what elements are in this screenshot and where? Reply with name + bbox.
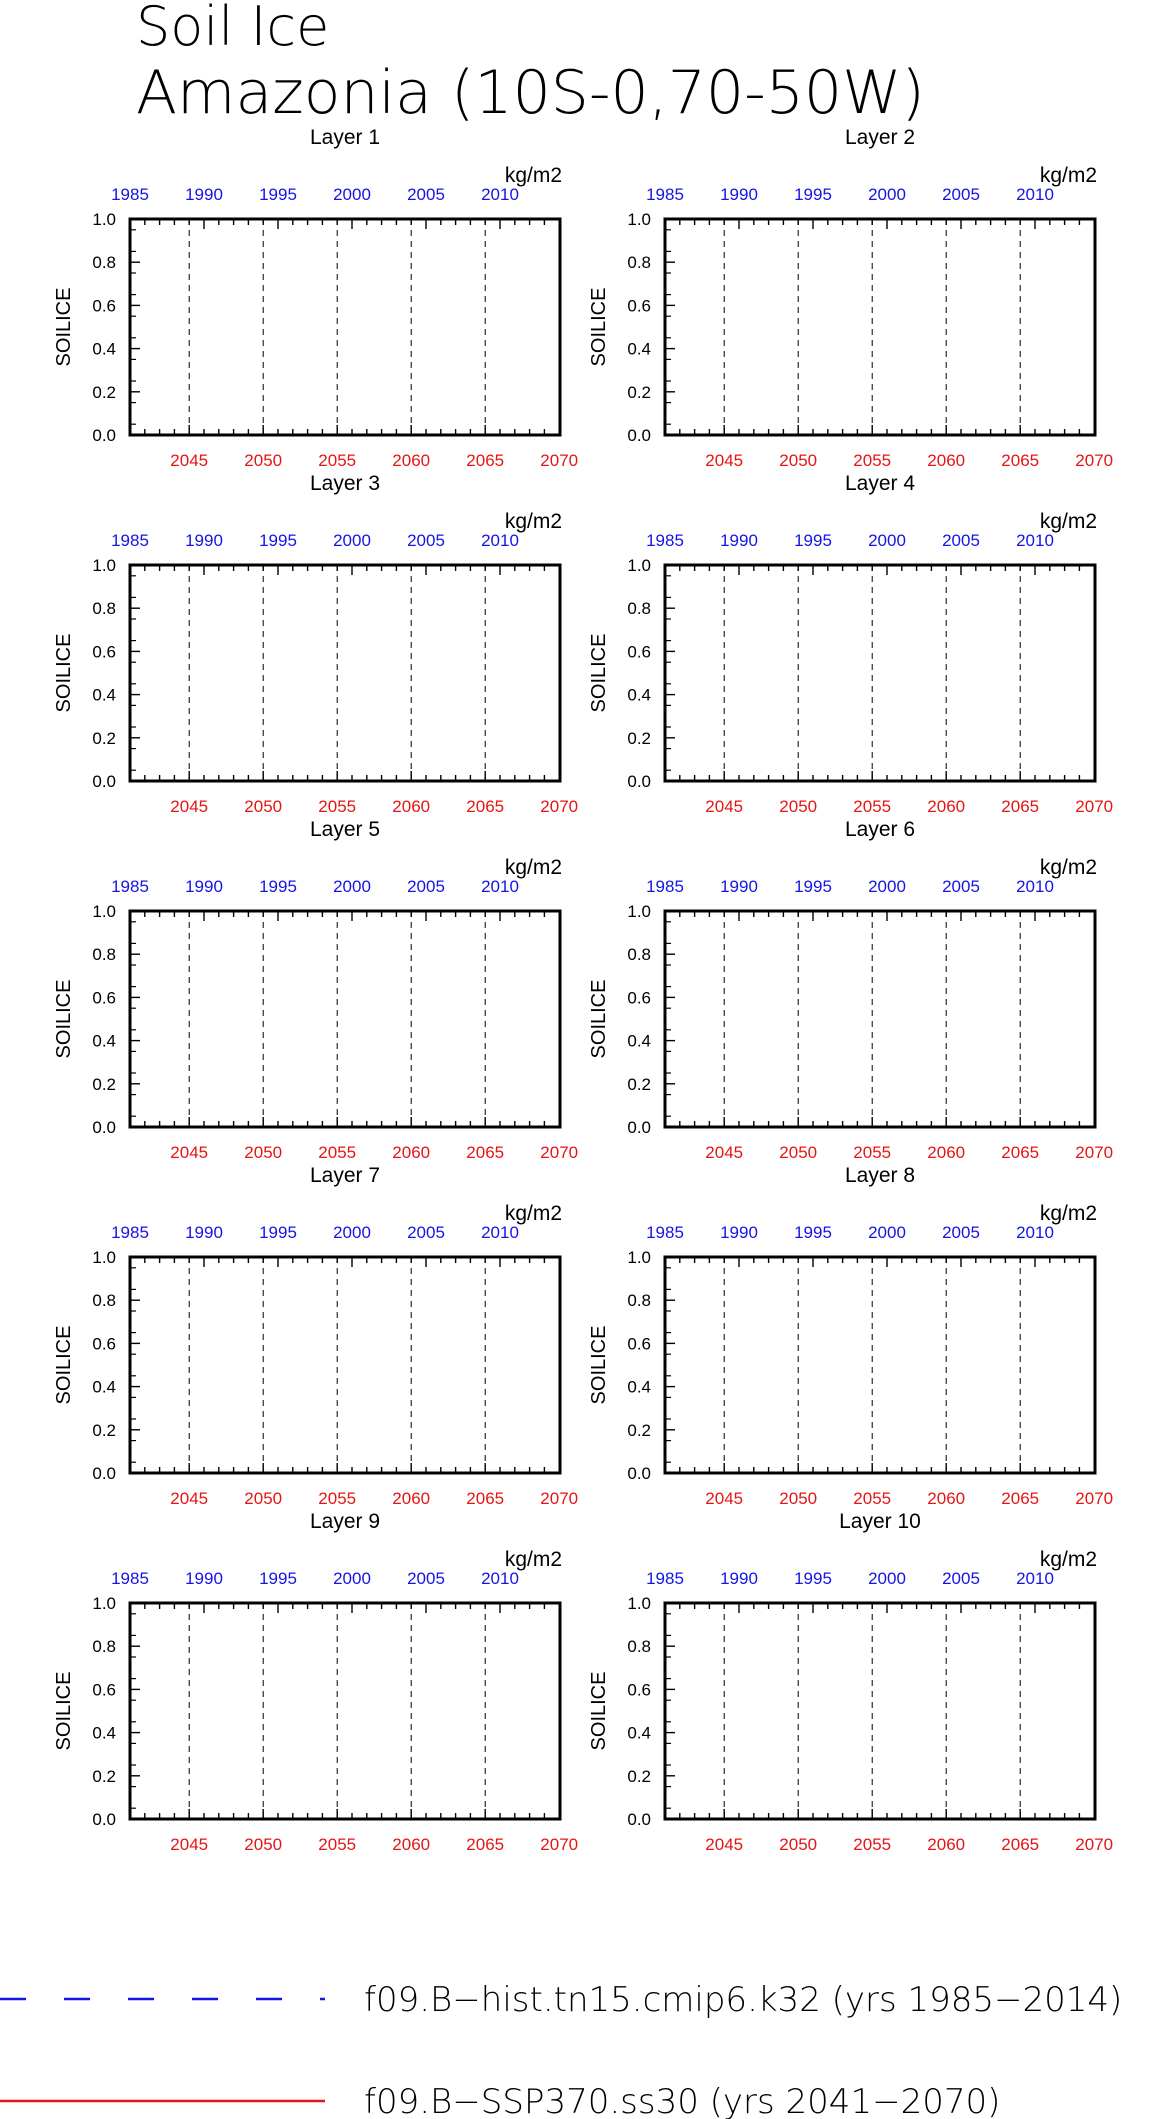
y-tick-label: 1.0 <box>627 1594 651 1613</box>
x-tick-label-top: 1990 <box>185 531 223 550</box>
x-tick-label-bottom: 2070 <box>540 1489 579 1508</box>
x-tick-label-top: 2000 <box>333 877 371 896</box>
x-tick-label-bottom: 2045 <box>705 797 744 816</box>
x-tick-label-top: 2005 <box>942 531 980 550</box>
panel-3 <box>53 472 578 816</box>
x-tick-label-bottom: 2050 <box>779 1143 818 1162</box>
plot-frame <box>665 219 1095 435</box>
y-tick-label: 0.6 <box>92 988 116 1008</box>
y-axis-label: SOILICE <box>588 633 610 713</box>
x-tick-label-bottom: 2060 <box>927 797 966 816</box>
x-tick-label-bottom: 2060 <box>392 1835 431 1854</box>
x-tick-label-bottom: 2045 <box>705 1489 744 1508</box>
x-tick-label-top: 2000 <box>868 185 906 204</box>
x-tick-label-top: 2010 <box>1016 1569 1054 1588</box>
plot-frame <box>130 1603 560 1819</box>
x-tick-label-top: 1995 <box>794 1569 832 1588</box>
y-tick-label: 0.0 <box>627 772 651 791</box>
x-tick-label-bottom: 2070 <box>1075 1143 1114 1162</box>
x-tick-label-bottom: 2065 <box>1001 1143 1040 1162</box>
y-tick-label: 0.8 <box>627 1291 651 1311</box>
x-tick-label-top: 1985 <box>646 531 684 550</box>
x-tick-label-top: 2005 <box>942 1223 980 1242</box>
panel-title: Layer 6 <box>844 818 916 841</box>
x-tick-label-bottom: 2070 <box>1075 1835 1114 1854</box>
x-tick-label-top: 2005 <box>942 877 980 896</box>
x-tick-label-bottom: 2045 <box>170 797 209 816</box>
y-tick-label: 0.2 <box>92 1766 116 1786</box>
panel-7 <box>53 1164 578 1508</box>
x-tick-label-top: 2000 <box>333 185 371 204</box>
x-tick-label-top: 1985 <box>646 1569 684 1588</box>
y-tick-label: 0.2 <box>92 1420 116 1440</box>
y-tick-label: 0.8 <box>627 253 651 273</box>
x-tick-label-top: 2000 <box>333 531 371 550</box>
y-tick-label: 0.6 <box>627 988 651 1008</box>
x-tick-label-bottom: 2060 <box>927 451 966 470</box>
y-tick-label: 0.8 <box>627 1637 651 1657</box>
x-tick-label-bottom: 2045 <box>170 1143 209 1162</box>
y-tick-label: 0.0 <box>627 426 651 445</box>
x-tick-label-bottom: 2055 <box>318 1835 357 1854</box>
x-tick-label-top: 2010 <box>1016 185 1054 204</box>
y-tick-label: 0.8 <box>92 1637 116 1657</box>
y-tick-label: 0.0 <box>92 772 116 791</box>
panel-title: Layer 4 <box>844 472 916 495</box>
x-tick-label-bottom: 2045 <box>705 1835 744 1854</box>
y-tick-label: 0.6 <box>627 1334 651 1354</box>
x-tick-label-bottom: 2050 <box>244 1143 283 1162</box>
x-tick-label-bottom: 2050 <box>779 451 818 470</box>
units-label: kg/m2 <box>1039 1202 1097 1225</box>
x-tick-label-top: 1995 <box>794 531 832 550</box>
panel-5 <box>53 818 578 1162</box>
plot-frame <box>130 911 560 1127</box>
y-tick-label: 0.6 <box>92 1680 116 1700</box>
y-tick-label: 1.0 <box>92 1594 116 1613</box>
x-tick-label-top: 2005 <box>407 1569 445 1588</box>
x-tick-label-top: 1990 <box>185 185 223 204</box>
y-tick-label: 0.0 <box>92 1464 116 1483</box>
x-tick-label-bottom: 2055 <box>853 1489 892 1508</box>
panel-title: Layer 3 <box>309 472 381 495</box>
plot-frame <box>130 219 560 435</box>
legend <box>0 1980 1122 2119</box>
y-axis-label: SOILICE <box>53 1671 75 1751</box>
x-tick-label-bottom: 2060 <box>927 1489 966 1508</box>
y-tick-label: 0.4 <box>92 339 116 359</box>
x-tick-label-top: 1995 <box>794 185 832 204</box>
units-label: kg/m2 <box>504 164 562 187</box>
x-tick-label-bottom: 2070 <box>1075 1489 1114 1508</box>
x-tick-label-bottom: 2045 <box>705 451 744 470</box>
legend-ssp-label: f09.B−SSP370.ss30 (yrs 2041−2070) <box>364 2082 1001 2119</box>
y-tick-label: 0.6 <box>627 296 651 316</box>
x-tick-label-bottom: 2060 <box>392 451 431 470</box>
y-tick-label: 0.0 <box>627 1810 651 1829</box>
y-tick-label: 0.6 <box>92 642 116 662</box>
x-tick-label-bottom: 2070 <box>540 797 579 816</box>
x-tick-label-top: 2010 <box>1016 877 1054 896</box>
panel-title: Layer 9 <box>309 1510 381 1533</box>
x-tick-label-bottom: 2070 <box>540 1143 579 1162</box>
plot-frame <box>665 1257 1095 1473</box>
x-tick-label-bottom: 2045 <box>170 451 209 470</box>
x-tick-label-bottom: 2050 <box>779 797 818 816</box>
x-tick-label-top: 1995 <box>794 1223 832 1242</box>
x-tick-label-top: 1990 <box>720 531 758 550</box>
x-tick-label-top: 2000 <box>868 1569 906 1588</box>
y-tick-label: 0.0 <box>92 1118 116 1137</box>
plot-frame <box>665 565 1095 781</box>
x-tick-label-bottom: 2065 <box>1001 451 1040 470</box>
figure-title-line2: Amazonia (10S-0,70-50W) <box>136 58 925 128</box>
y-tick-label: 1.0 <box>627 902 651 921</box>
x-tick-label-bottom: 2055 <box>853 451 892 470</box>
x-tick-label-top: 1985 <box>646 877 684 896</box>
x-tick-label-bottom: 2045 <box>705 1143 744 1162</box>
x-tick-label-top: 1995 <box>259 185 297 204</box>
panel-10 <box>588 1510 1113 1854</box>
x-tick-label-top: 1990 <box>720 185 758 204</box>
panel-6 <box>588 818 1113 1162</box>
units-label: kg/m2 <box>1039 510 1097 533</box>
panel-4 <box>588 472 1113 816</box>
panel-title: Layer 2 <box>844 126 916 149</box>
y-tick-label: 0.4 <box>627 685 651 705</box>
y-tick-label: 0.8 <box>92 1291 116 1311</box>
x-tick-label-top: 2010 <box>481 185 519 204</box>
y-tick-label: 1.0 <box>92 902 116 921</box>
x-tick-label-bottom: 2050 <box>244 451 283 470</box>
x-tick-label-top: 1995 <box>794 877 832 896</box>
x-tick-label-bottom: 2065 <box>466 451 505 470</box>
y-tick-label: 0.0 <box>92 1810 116 1829</box>
y-axis-label: SOILICE <box>53 287 75 367</box>
y-tick-label: 0.8 <box>92 599 116 619</box>
units-label: kg/m2 <box>504 510 562 533</box>
x-tick-label-top: 2005 <box>407 877 445 896</box>
y-tick-label: 0.2 <box>627 728 651 748</box>
x-tick-label-bottom: 2055 <box>318 451 357 470</box>
x-tick-label-bottom: 2060 <box>392 1143 431 1162</box>
y-tick-label: 0.8 <box>627 945 651 965</box>
y-tick-label: 0.2 <box>627 1074 651 1094</box>
x-tick-label-top: 1985 <box>111 1569 149 1588</box>
x-tick-label-bottom: 2070 <box>1075 451 1114 470</box>
y-tick-label: 0.8 <box>627 599 651 619</box>
x-tick-label-top: 1995 <box>259 1569 297 1588</box>
y-tick-label: 1.0 <box>92 210 116 229</box>
y-tick-label: 0.4 <box>92 1031 116 1051</box>
y-tick-label: 0.4 <box>627 339 651 359</box>
x-tick-label-bottom: 2060 <box>927 1835 966 1854</box>
x-tick-label-top: 2000 <box>868 1223 906 1242</box>
plot-frame <box>665 1603 1095 1819</box>
x-tick-label-top: 1995 <box>259 1223 297 1242</box>
x-tick-label-top: 2010 <box>1016 1223 1054 1242</box>
y-tick-label: 0.2 <box>92 382 116 402</box>
x-tick-label-bottom: 2065 <box>466 1489 505 1508</box>
x-tick-label-bottom: 2065 <box>466 1143 505 1162</box>
y-tick-label: 1.0 <box>92 556 116 575</box>
panel-8 <box>588 1164 1113 1508</box>
y-tick-label: 0.6 <box>627 1680 651 1700</box>
x-tick-label-top: 2005 <box>407 1223 445 1242</box>
x-tick-label-bottom: 2055 <box>853 1835 892 1854</box>
x-tick-label-top: 1990 <box>185 1223 223 1242</box>
x-tick-label-bottom: 2045 <box>170 1489 209 1508</box>
x-tick-label-top: 2005 <box>407 185 445 204</box>
x-tick-label-top: 1990 <box>185 877 223 896</box>
x-tick-label-top: 2010 <box>481 531 519 550</box>
panel-title: Layer 5 <box>309 818 381 841</box>
x-tick-label-top: 1990 <box>720 1569 758 1588</box>
x-tick-label-bottom: 2060 <box>927 1143 966 1162</box>
y-tick-label: 0.4 <box>627 1031 651 1051</box>
x-tick-label-top: 2000 <box>333 1223 371 1242</box>
y-tick-label: 0.0 <box>92 426 116 445</box>
y-axis-label: SOILICE <box>53 633 75 713</box>
x-tick-label-bottom: 2055 <box>318 797 357 816</box>
x-tick-label-bottom: 2055 <box>318 1143 357 1162</box>
x-tick-label-bottom: 2065 <box>1001 1489 1040 1508</box>
x-tick-label-bottom: 2055 <box>853 1143 892 1162</box>
x-tick-label-bottom: 2055 <box>318 1489 357 1508</box>
y-axis-label: SOILICE <box>588 1671 610 1751</box>
x-tick-label-bottom: 2050 <box>779 1835 818 1854</box>
units-label: kg/m2 <box>504 856 562 879</box>
y-tick-label: 0.2 <box>92 1074 116 1094</box>
units-label: kg/m2 <box>1039 164 1097 187</box>
y-tick-label: 1.0 <box>627 210 651 229</box>
y-tick-label: 0.2 <box>627 1766 651 1786</box>
x-tick-label-top: 2000 <box>868 877 906 896</box>
x-tick-label-top: 2010 <box>481 877 519 896</box>
panel-title: Layer 10 <box>839 1510 921 1533</box>
panel-9 <box>53 1510 578 1854</box>
x-tick-label-bottom: 2050 <box>244 1835 283 1854</box>
panel-1 <box>53 126 578 470</box>
x-tick-label-top: 1985 <box>111 877 149 896</box>
x-tick-label-top: 2000 <box>333 1569 371 1588</box>
panel-title: Layer 7 <box>309 1164 381 1187</box>
x-tick-label-top: 1990 <box>720 1223 758 1242</box>
units-label: kg/m2 <box>504 1548 562 1571</box>
y-tick-label: 1.0 <box>627 556 651 575</box>
x-tick-label-top: 1995 <box>259 877 297 896</box>
y-tick-label: 0.4 <box>92 685 116 705</box>
y-tick-label: 0.6 <box>92 296 116 316</box>
y-tick-label: 0.2 <box>92 728 116 748</box>
y-tick-label: 0.8 <box>92 945 116 965</box>
x-tick-label-top: 1995 <box>259 531 297 550</box>
x-tick-label-bottom: 2050 <box>244 797 283 816</box>
units-label: kg/m2 <box>1039 856 1097 879</box>
x-tick-label-bottom: 2070 <box>540 1835 579 1854</box>
plot-frame <box>130 1257 560 1473</box>
y-axis-label: SOILICE <box>588 979 610 1059</box>
x-tick-label-top: 2010 <box>481 1223 519 1242</box>
plot-frame <box>130 565 560 781</box>
units-label: kg/m2 <box>1039 1548 1097 1571</box>
x-tick-label-top: 1990 <box>185 1569 223 1588</box>
x-tick-label-bottom: 2065 <box>466 797 505 816</box>
x-tick-label-top: 2000 <box>868 531 906 550</box>
x-tick-label-top: 2005 <box>942 1569 980 1588</box>
x-tick-label-bottom: 2065 <box>1001 797 1040 816</box>
x-tick-label-bottom: 2050 <box>244 1489 283 1508</box>
panel-2 <box>588 126 1113 470</box>
x-tick-label-bottom: 2060 <box>392 1489 431 1508</box>
x-tick-label-bottom: 2065 <box>466 1835 505 1854</box>
x-tick-label-top: 1985 <box>111 185 149 204</box>
plot-frame <box>665 911 1095 1127</box>
x-tick-label-top: 1985 <box>111 1223 149 1242</box>
x-tick-label-top: 2010 <box>1016 531 1054 550</box>
y-axis-label: SOILICE <box>53 1325 75 1405</box>
x-tick-label-bottom: 2070 <box>540 451 579 470</box>
y-tick-label: 0.4 <box>92 1377 116 1397</box>
y-tick-label: 0.2 <box>627 382 651 402</box>
y-tick-label: 0.6 <box>627 642 651 662</box>
y-axis-label: SOILICE <box>53 979 75 1059</box>
y-tick-label: 0.4 <box>92 1723 116 1743</box>
x-tick-label-top: 1985 <box>646 185 684 204</box>
x-tick-label-top: 2010 <box>481 1569 519 1588</box>
x-tick-label-bottom: 2070 <box>1075 797 1114 816</box>
x-tick-label-top: 1985 <box>646 1223 684 1242</box>
x-tick-label-bottom: 2045 <box>170 1835 209 1854</box>
x-tick-label-bottom: 2050 <box>779 1489 818 1508</box>
y-tick-label: 0.4 <box>627 1377 651 1397</box>
x-tick-label-top: 1990 <box>720 877 758 896</box>
legend-hist-label: f09.B−hist.tn15.cmip6.k32 (yrs 1985−2014) <box>364 1980 1123 2020</box>
y-axis-label: SOILICE <box>588 287 610 367</box>
x-tick-label-top: 2005 <box>942 185 980 204</box>
x-tick-label-bottom: 2060 <box>392 797 431 816</box>
y-tick-label: 1.0 <box>627 1248 651 1267</box>
y-tick-label: 0.4 <box>627 1723 651 1743</box>
x-tick-label-top: 2005 <box>407 531 445 550</box>
x-tick-label-bottom: 2065 <box>1001 1835 1040 1854</box>
y-tick-label: 0.6 <box>92 1334 116 1354</box>
y-tick-label: 0.2 <box>627 1420 651 1440</box>
panel-title: Layer 1 <box>309 126 381 149</box>
y-tick-label: 1.0 <box>92 1248 116 1267</box>
panel-title: Layer 8 <box>844 1164 916 1187</box>
y-tick-label: 0.0 <box>627 1464 651 1483</box>
x-tick-label-top: 1985 <box>111 531 149 550</box>
units-label: kg/m2 <box>504 1202 562 1225</box>
y-tick-label: 0.8 <box>92 253 116 273</box>
figure-title-line1: Soil Ice <box>136 0 330 58</box>
x-tick-label-bottom: 2055 <box>853 797 892 816</box>
y-tick-label: 0.0 <box>627 1118 651 1137</box>
y-axis-label: SOILICE <box>588 1325 610 1405</box>
panel-grid <box>53 126 1113 1854</box>
